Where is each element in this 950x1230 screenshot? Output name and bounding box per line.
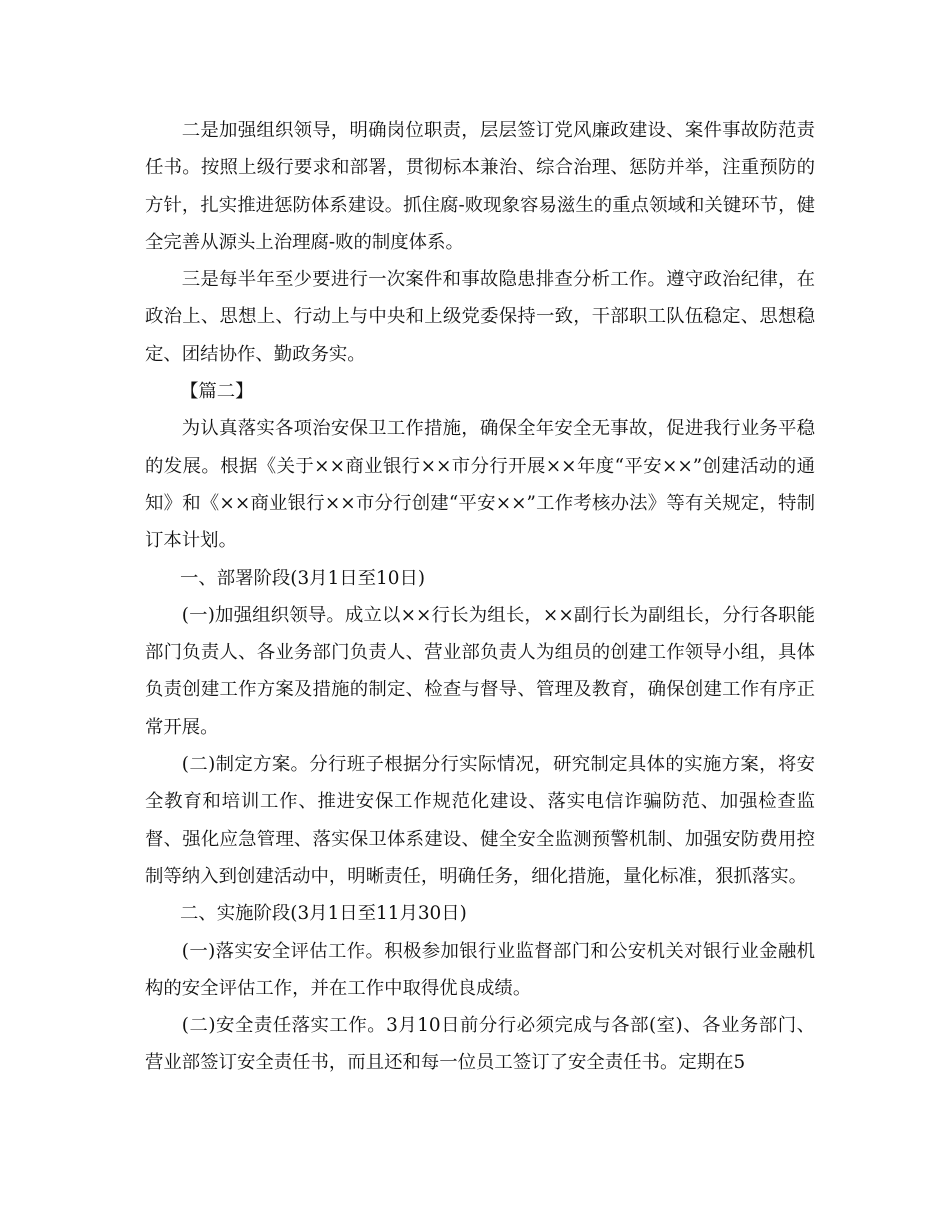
heading-deployment-stage: 一、部署阶段(3月1日至10日) <box>179 567 426 589</box>
paragraph-organization-leadership: 二是加强组织领导，明确岗位职责，层层签订党风廉政建设、案件事故防范责任书。按照上级行要求和部署，贯彻标本兼治、综合治理、惩防并举，注重预防的方针，扎实推进惩防体系建设。抓住腐-败现象容易滋生的重点领域和关键环节，健全完善从源头上治理腐-败的制度体系。 <box>145 120 815 253</box>
paragraph-formulate-plan: (二)制定方案。分行班子根据分行实际情况，研究制定具体的实施方案，将安全教育和培训工作、推进安保工作规范化建设、落实电信诈骗防范、加强检查监督、强化应急管理、落实保卫体系建设、健全安全监测预警机制、加强安防费用控制等纳入到创建活动中，明晰责任，明确任务，细化措施，量化标准，狠抓落实。 <box>145 754 815 887</box>
paragraph-leadership-group: (一)加强组织领导。成立以××行长为组长，××副行长为副组长，分行各职能部门负责人、各业务部门负责人、营业部负责人为组员的创建工作领导小组，具体负责创建工作方案及措施的制定、检查与督导、管理及教育，确保创建工作有序正常开展。 <box>145 604 815 738</box>
section-heading-part-two: 【篇二】 <box>179 381 254 403</box>
paragraph-responsibility-implementation: (二)安全责任落实工作。3月10日前分行必须完成与各部(室)、各业务部门、营业部签订安全责任书，而且还和每一位员工签订了安全责任书。定期在5 <box>145 1015 815 1074</box>
paragraph-plan-introduction: 为认真落实各项治安保卫工作措施，确保全年安全无事故，促进我行业务平稳的发展。根据《关于××商业银行××市分行开展××年度“平安××”创建活动的通知》和《××商业银行××市分行创建“平安××”工作考核办法》等有关规定，特制订本计划。 <box>145 418 815 552</box>
document-page <box>145 112 815 1082</box>
paragraph-safety-assessment: (一)落实安全评估工作。积极参加银行业监督部门和公安机关对银行业金融机构的安全评估工作，并在工作中取得优良成绩。 <box>145 940 815 999</box>
heading-implementation-stage: 二、实施阶段(3月1日至11月30日) <box>179 903 467 925</box>
paragraph-risk-inspection: 三是每半年至少要进行一次案件和事故隐患排查分析工作。遵守政治纪律，在政治上、思想上、行动上与中央和上级党委保持一致，干部职工队伍稳定、思想稳定、团结协作、勤政务实。 <box>145 269 815 365</box>
